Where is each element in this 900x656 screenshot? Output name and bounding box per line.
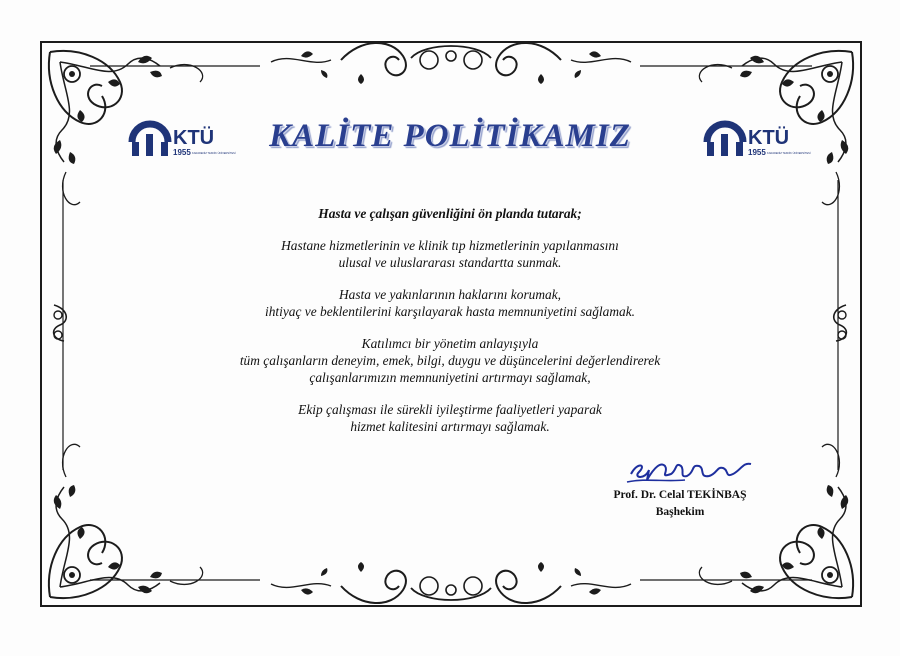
policy-paragraph [150, 286, 750, 320]
logo-name: KTÜ [748, 127, 790, 149]
policy-line: ihtiyaç ve beklentilerini karşılayarak hasta memnuniyetini sağlamak. [264, 304, 635, 319]
policy-paragraph [150, 237, 750, 271]
policy-line: tüm çalışanların deneyim, emek, bilgi, duygu ve düşüncelerini değerlendirerek [239, 353, 661, 368]
logo-name: KTÜ [173, 127, 215, 149]
signature-image [625, 452, 765, 492]
logo-subtitle: KARADENİZ TEKNİK ÜNİVERSİTESİ [767, 152, 811, 155]
signatory-name: Prof. Dr. Celal TEKİNBAŞ [613, 489, 747, 501]
policy-line: Ekip çalışması ile sürekli iyileştirme faaliyetleri yaparak [298, 402, 602, 417]
policy-paragraph [150, 401, 750, 435]
logo-subtitle: KARADENİZ TEKNİK ÜNİVERSİTESİ [192, 152, 236, 155]
policy-paragraph [150, 335, 750, 386]
policy-line: hizmet kalitesini artırmayı sağlamak. [350, 419, 550, 434]
lead-statement: Hasta ve çalışan güvenliğini ön planda tutarak; [318, 206, 582, 221]
policy-line: Hastane hizmetlerinin ve klinik tıp hizmetlerinin yapılanmasını [281, 238, 619, 253]
signatory-position: Başhekim [655, 506, 705, 518]
policy-line: ulusal ve uluslararası standartta sunmak. [338, 255, 562, 270]
policy-line: Hasta ve yakınlarının haklarını korumak, [338, 287, 562, 302]
logo-year: 1955 [173, 148, 191, 157]
policy-line: Katılımcı bir yönetim anlayışıyla [361, 336, 539, 351]
logo-year: 1955 [748, 148, 766, 157]
policy-text [150, 205, 750, 450]
signatory-block [560, 487, 800, 521]
policy-line: çalışanlarımızın memnuniyetini artırmayı sağlamak, [309, 370, 591, 385]
page-title: KALİTE POLİTİKAMIZ [269, 118, 631, 154]
